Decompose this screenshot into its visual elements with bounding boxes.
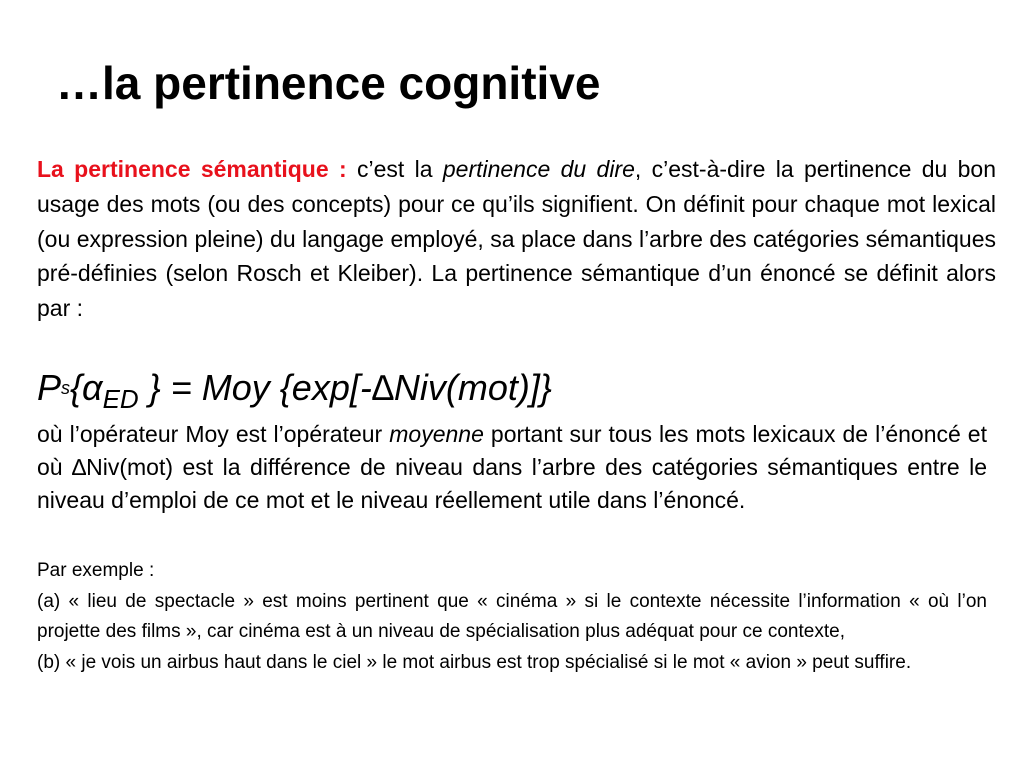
example-item-a: (a) « lieu de spectacle » est moins pertinent que « cinéma » si le contexte nécessite l’information « où l’on projette des films », car cinéma est à un niveau de spécialisation plus adéquat pour ce contexte, [37, 590, 987, 643]
explanation-text-1: où l’opérateur Moy est l’opérateur [37, 421, 390, 447]
slide-title: …la pertinence cognitive [56, 57, 601, 109]
formula-subscript-ed: ED [102, 384, 139, 414]
formula-p: P [37, 367, 62, 408]
formula-alpha: α [82, 367, 103, 408]
examples-block [37, 556, 987, 678]
intro-emphasis: pertinence du dire [442, 156, 635, 182]
intro-text-2: , c’est-à-dire la pertinence du bon usage des mots (ou des concepts) pour ce qu’ils signifient. On définit pour chaque mot lexical (ou expression pleine) du langage employé, sa place dans l’arbre des catégories sémantiques pré-définies (selon Rosch et Kleiber). La pertinence sémantique d’un énoncé se définit alors par : [37, 156, 996, 322]
intro-text-1: c’est la [346, 156, 443, 182]
explanation-text-2: portant sur tous les mots lexicaux de l’énoncé et où ∆Niv(mot) est la différence de niveau dans l’arbre des catégories sémantiques entre le niveau d’emploi de ce mot et le niveau réellement utile dans l’énoncé. [37, 421, 987, 513]
formula-rest: } = Moy {exp[-∆Niv(mot)]} [138, 367, 552, 408]
explanation-emphasis: moyenne [389, 421, 484, 447]
intro-label: La pertinence sémantique : [37, 156, 347, 182]
formula-open-brace: { [70, 367, 83, 408]
formula [37, 364, 552, 423]
formula-subscript-s: s [61, 378, 71, 398]
examples-heading: Par exemple : [37, 560, 155, 581]
example-item-b: (b) « je vois un airbus haut dans le ciel » le mot airbus est trop spécialisé si le mot « avion » peut suffire. [37, 651, 912, 673]
intro-paragraph [37, 152, 996, 326]
explanation-paragraph [37, 418, 987, 517]
